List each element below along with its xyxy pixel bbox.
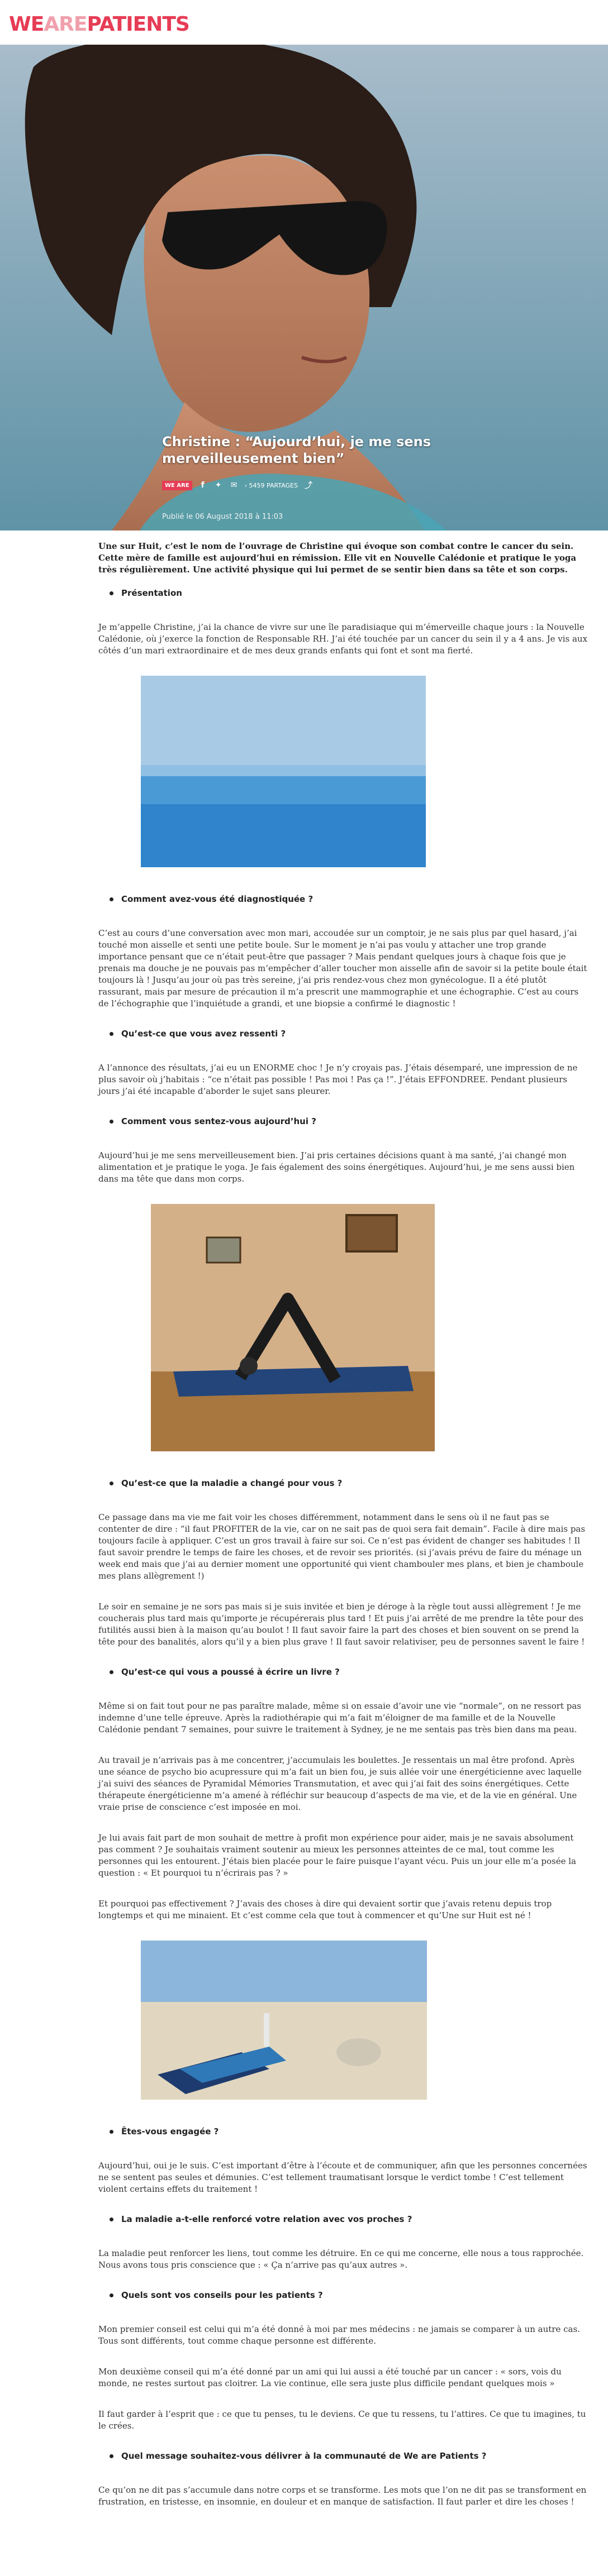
logo-we: WE — [9, 13, 44, 36]
answer-paragraph: Même si on fait tout pour ne pas paraître malade, même si on essaie d’avoir une vie “normale”, on ne ressort pas indemne d’une telle épreuve. Après la radiothérapie qui m’a fait m’éloigner de ma famille et de la Nouvelle Calédonie pendant 7 semaines, pour suivre le traitement à Sydney, je ne me sentais pas très bien dans ma peau. — [98, 1701, 582, 1734]
question-text: Qu’est-ce que vous avez ressenti ? — [121, 1029, 286, 1039]
twitter-icon[interactable]: ✦ — [215, 481, 222, 490]
email-icon[interactable]: ✉ — [230, 481, 238, 490]
question-heading — [110, 2451, 588, 2461]
question-text: Présentation — [121, 588, 182, 598]
article-lead: Une sur Huit, c’est le nom de l’ouvrage de Christine qui évoque son combat contre le cancer du sein. Cette mère de famille est aujourd’hui en rémission. Elle vit en Nouvelle Calédonie et pratique le yoga très régulièrement. Une activité physique qui lui permet de se sentir bien dans sa tête et son corps. — [98, 541, 577, 575]
answer-paragraph: Il faut garder à l’esprit que : ce que tu penses, tu le deviens. Ce que tu ressens, tu l’attires. Ce que tu imagines, tu le crées. — [98, 2409, 586, 2431]
question-heading — [110, 2126, 588, 2137]
ocean-illustration — [141, 676, 426, 867]
share-count: › 5459 PARTAGES — [244, 481, 298, 489]
logo-patients: PATIENTS — [87, 13, 189, 36]
bullet-icon — [110, 2293, 113, 2297]
image-container — [98, 676, 588, 867]
answer-paragraph: Aujourd’hui, oui je le suis. C’est important d’être à l’écoute et de communiquer, afin que les personnes concernées ne se sentent pas seules et démunies. C’est tellement traumatisant lorsque le verdict tombe ! C’est tellement violent certains effets du traitement ! — [98, 2161, 587, 2194]
bullet-icon — [110, 897, 113, 901]
yoga-photo — [151, 1204, 435, 1451]
question-heading — [110, 1029, 588, 1039]
bullet-icon — [110, 1481, 113, 1485]
answer-paragraph: Je lui avais fait part de mon souhait de mettre à profit mon expérience pour aider, mais je ne savais absolument pas comment ? Je souhaitais vraiment soutenir au mieux les personnes atteintes de ce mal, tout comme les personnes qui les entourent. J’étais bien placée pour le faire puisque l’ayant vécu. Puis un jour elle m’a posée la question : « Et pourquoi tu n’écrirais pas ? » — [98, 1833, 576, 1878]
site-header — [0, 0, 608, 45]
question-text: Qu’est-ce que la maladie a changé pour vous ? — [121, 1478, 343, 1488]
brand-badge[interactable]: WE ARE — [162, 481, 192, 490]
question-heading — [110, 2214, 588, 2224]
question-heading — [110, 2290, 588, 2300]
answer-paragraph: La maladie peut renforcer les liens, tout comme les détruire. En ce qui me concerne, elle nous a tous rapprochée. Nous avons tous pris conscience que : « Ça n’arrive pas qu’aux autres ». — [98, 2248, 584, 2270]
question-text: Êtes-vous engagée ? — [121, 2126, 219, 2137]
article-body — [98, 531, 588, 2544]
bullet-icon — [110, 1670, 113, 1674]
beach-photo — [141, 1941, 427, 2100]
ocean-photo — [141, 676, 426, 867]
hero-banner — [0, 45, 608, 531]
article-title: Christine : “Aujourd’hui, je me sens merveilleusement bien” — [162, 434, 431, 466]
answer-paragraph: Ce qu’on ne dit pas s’accumule dans notre corps et se transforme. Les mots que l’on ne dit pas se transforment en frustration, en tristesse, en insomnie, en douleur et en manque de satisfaction. Il faut parler et dire les choses ! — [98, 2485, 587, 2507]
answer-paragraph: Le soir en semaine je ne sors pas mais si je suis invitée et bien je déroge à la règle tout aussi allègrement ! Je me coucherais plus tard mais qu’importe je récupérerais plus tard ! Et puis j’ai arrêté de me prendre la tête pour des futilités aussi bien à la maison qu’au boulot ! Il faut savoir faire la part des choses et bien souvent on se prend la tête pour des banalités, alors qu’il y a bien plus grave ! Il faut savoir relativiser, peu de personnes savent le faire ! — [98, 1602, 585, 1647]
question-text: Comment vous sentez-vous aujourd’hui ? — [121, 1116, 316, 1126]
question-heading — [110, 1667, 588, 1677]
answer-paragraph: C’est au cours d’une conversation avec mon mari, accoudée sur un comptoir, je ne sais plus par quel hasard, j’ai touché mon aisselle et senti une petite boule. Sur le moment je n’ai pas voulu y attacher une trop grande importance pensant que ce n’était peut-être que passager ? Mais pendant quelques jours à chaque fois que je prenais ma douche je ne pouvais pas m’empêcher d’aller toucher mon aisselle afin de savoir si la petite boule était toujours là ! Jusqu’au jour où pas très sereine, j’ai pris rendez-vous chez mon gynécologue. Il a été plutôt rassurant, mais par mesure de précaution il m’a prescrit une mammographie et une échographie. C’est au cours de l’échographie que l’inquiétude a grandi, et une biopsie a confirmé le diagnostic ! — [98, 928, 587, 1009]
bullet-icon — [110, 2454, 113, 2458]
answer-paragraph: Mon deuxième conseil qui m’a été donné par un ami qui lui aussi a été touché par un cancer : « sors, vois du monde, ne restes surtout pas cloitrer. La vie continue, elle sera juste plus difficile pendant quelques mois » — [98, 2367, 562, 2388]
answer-paragraph: Je m’appelle Christine, j’ai la chance de vivre sur une île paradisiaque qui m’émerveille chaque jours : la Nouvelle Calédonie, où j’exerce la fonction de Responsable RH. J’ai été touchée par un cancer du sein il y a 4 ans. Je vis aux côtés d’un mari extraordinaire et de mes deux grands enfants qui font et sont ma fierté. — [98, 622, 588, 656]
question-heading — [110, 1478, 588, 1488]
bullet-icon — [110, 2217, 113, 2221]
answer-paragraph: A l’annonce des résultats, j’ai eu un ENORME choc ! Je n’y croyais pas. J’étais désemparé, une impression de ne plus savoir où j’habitais : “ce n’était pas possible ! Pas moi ! Pas ça !”. J’étais EFFONDREE. Pendant plusieurs jours j’ai été incapable d’aborder le sujet sans pleurer. — [98, 1063, 578, 1096]
bullet-icon — [110, 1120, 113, 1124]
facebook-icon[interactable]: f — [201, 481, 205, 490]
share-icon[interactable]: ⤴ — [304, 481, 312, 490]
question-text: Comment avez-vous été diagnostiquée ? — [121, 894, 314, 904]
image-container — [98, 1941, 588, 2100]
share-bar — [162, 480, 314, 491]
answer-paragraph: Au travail je n’arrivais pas à me concentrer, j’accumulais les boulettes. Je ressentais un mal être profond. Après une séance de psycho bio acupressure qui m’a fait un bien fou, je suis allée voir une énergéticienne avec laquelle j’ai suivi des séances de Pyramidal Mémories Transmutation, et avec qui j’ai fait des soins énergétiques. Cette thérapeute énergéticienne m’a amené à réfléchir sur beaucoup d’aspects de ma vie, et de la vie en général. Une vraie prise de conscience c’est imposée en moi. — [98, 1755, 582, 1812]
site-logo[interactable] — [9, 13, 189, 36]
question-heading — [110, 1116, 588, 1126]
question-text: La maladie a-t-elle renforcé votre relation avec vos proches ? — [121, 2214, 412, 2224]
question-text: Quel message souhaitez-vous délivrer à la communauté de We are Patients ? — [121, 2451, 487, 2461]
question-heading — [110, 894, 588, 904]
question-text: Quels sont vos conseils pour les patients ? — [121, 2290, 323, 2300]
question-heading — [110, 588, 588, 598]
answer-paragraph: Ce passage dans ma vie me fait voir les choses différemment, notamment dans le sens où il ne faut pas se contenter de dire : “il faut PROFITER de la vie, car on ne sait pas de quoi sera fait demain”. Facile à dire mais pas toujours facile à appliquer. C’est un gros travail à faire sur soi. Ce n’est pas évident de changer ses habitudes ! Il faut savoir prendre le temps de faire les choses, et de revoir ses priorités. (si j’avais prévu de faire du ménage un week end mais que j’ai au dernier moment une opportunité qui vient chambouler mes plans, et bien je chamboule mes plans allègrement !) — [98, 1512, 586, 1581]
answer-paragraph: Et pourquoi pas effectivement ? J’avais des choses à dire qui devaient sortir que j’avais retenu depuis trop longtemps et qui me minaient. Et c’est comme cela que tout à commencer et qu’Une sur Huit est né ! — [98, 1899, 552, 1920]
image-container — [98, 1204, 588, 1451]
yoga-illustration — [151, 1204, 435, 1451]
publish-date: Publié le 06 August 2018 à 11:03 — [162, 513, 283, 521]
answer-paragraph: Mon premier conseil est celui qui m’a été donné à moi par mes médecins : ne jamais se comparer à un autre cas. Tous sont différents, tout comme chaque personne est différente. — [98, 2324, 580, 2346]
bullet-icon — [110, 1032, 113, 1036]
logo-are: ARE — [44, 13, 87, 36]
bullet-icon — [110, 591, 113, 595]
question-text: Qu’est-ce qui vous a poussé à écrire un livre ? — [121, 1667, 340, 1677]
bullet-icon — [110, 2130, 113, 2134]
beach-illustration — [141, 1941, 427, 2100]
answer-paragraph: Aujourd’hui je me sens merveilleusement bien. J’ai pris certaines décisions quant à ma santé, j’ai changé mon alimentation et je pratique le yoga. Je fais également des soins énergétiques. Aujourd’hui, je me sens aussi bien dans ma tête que dans mon corps. — [98, 1150, 575, 1184]
